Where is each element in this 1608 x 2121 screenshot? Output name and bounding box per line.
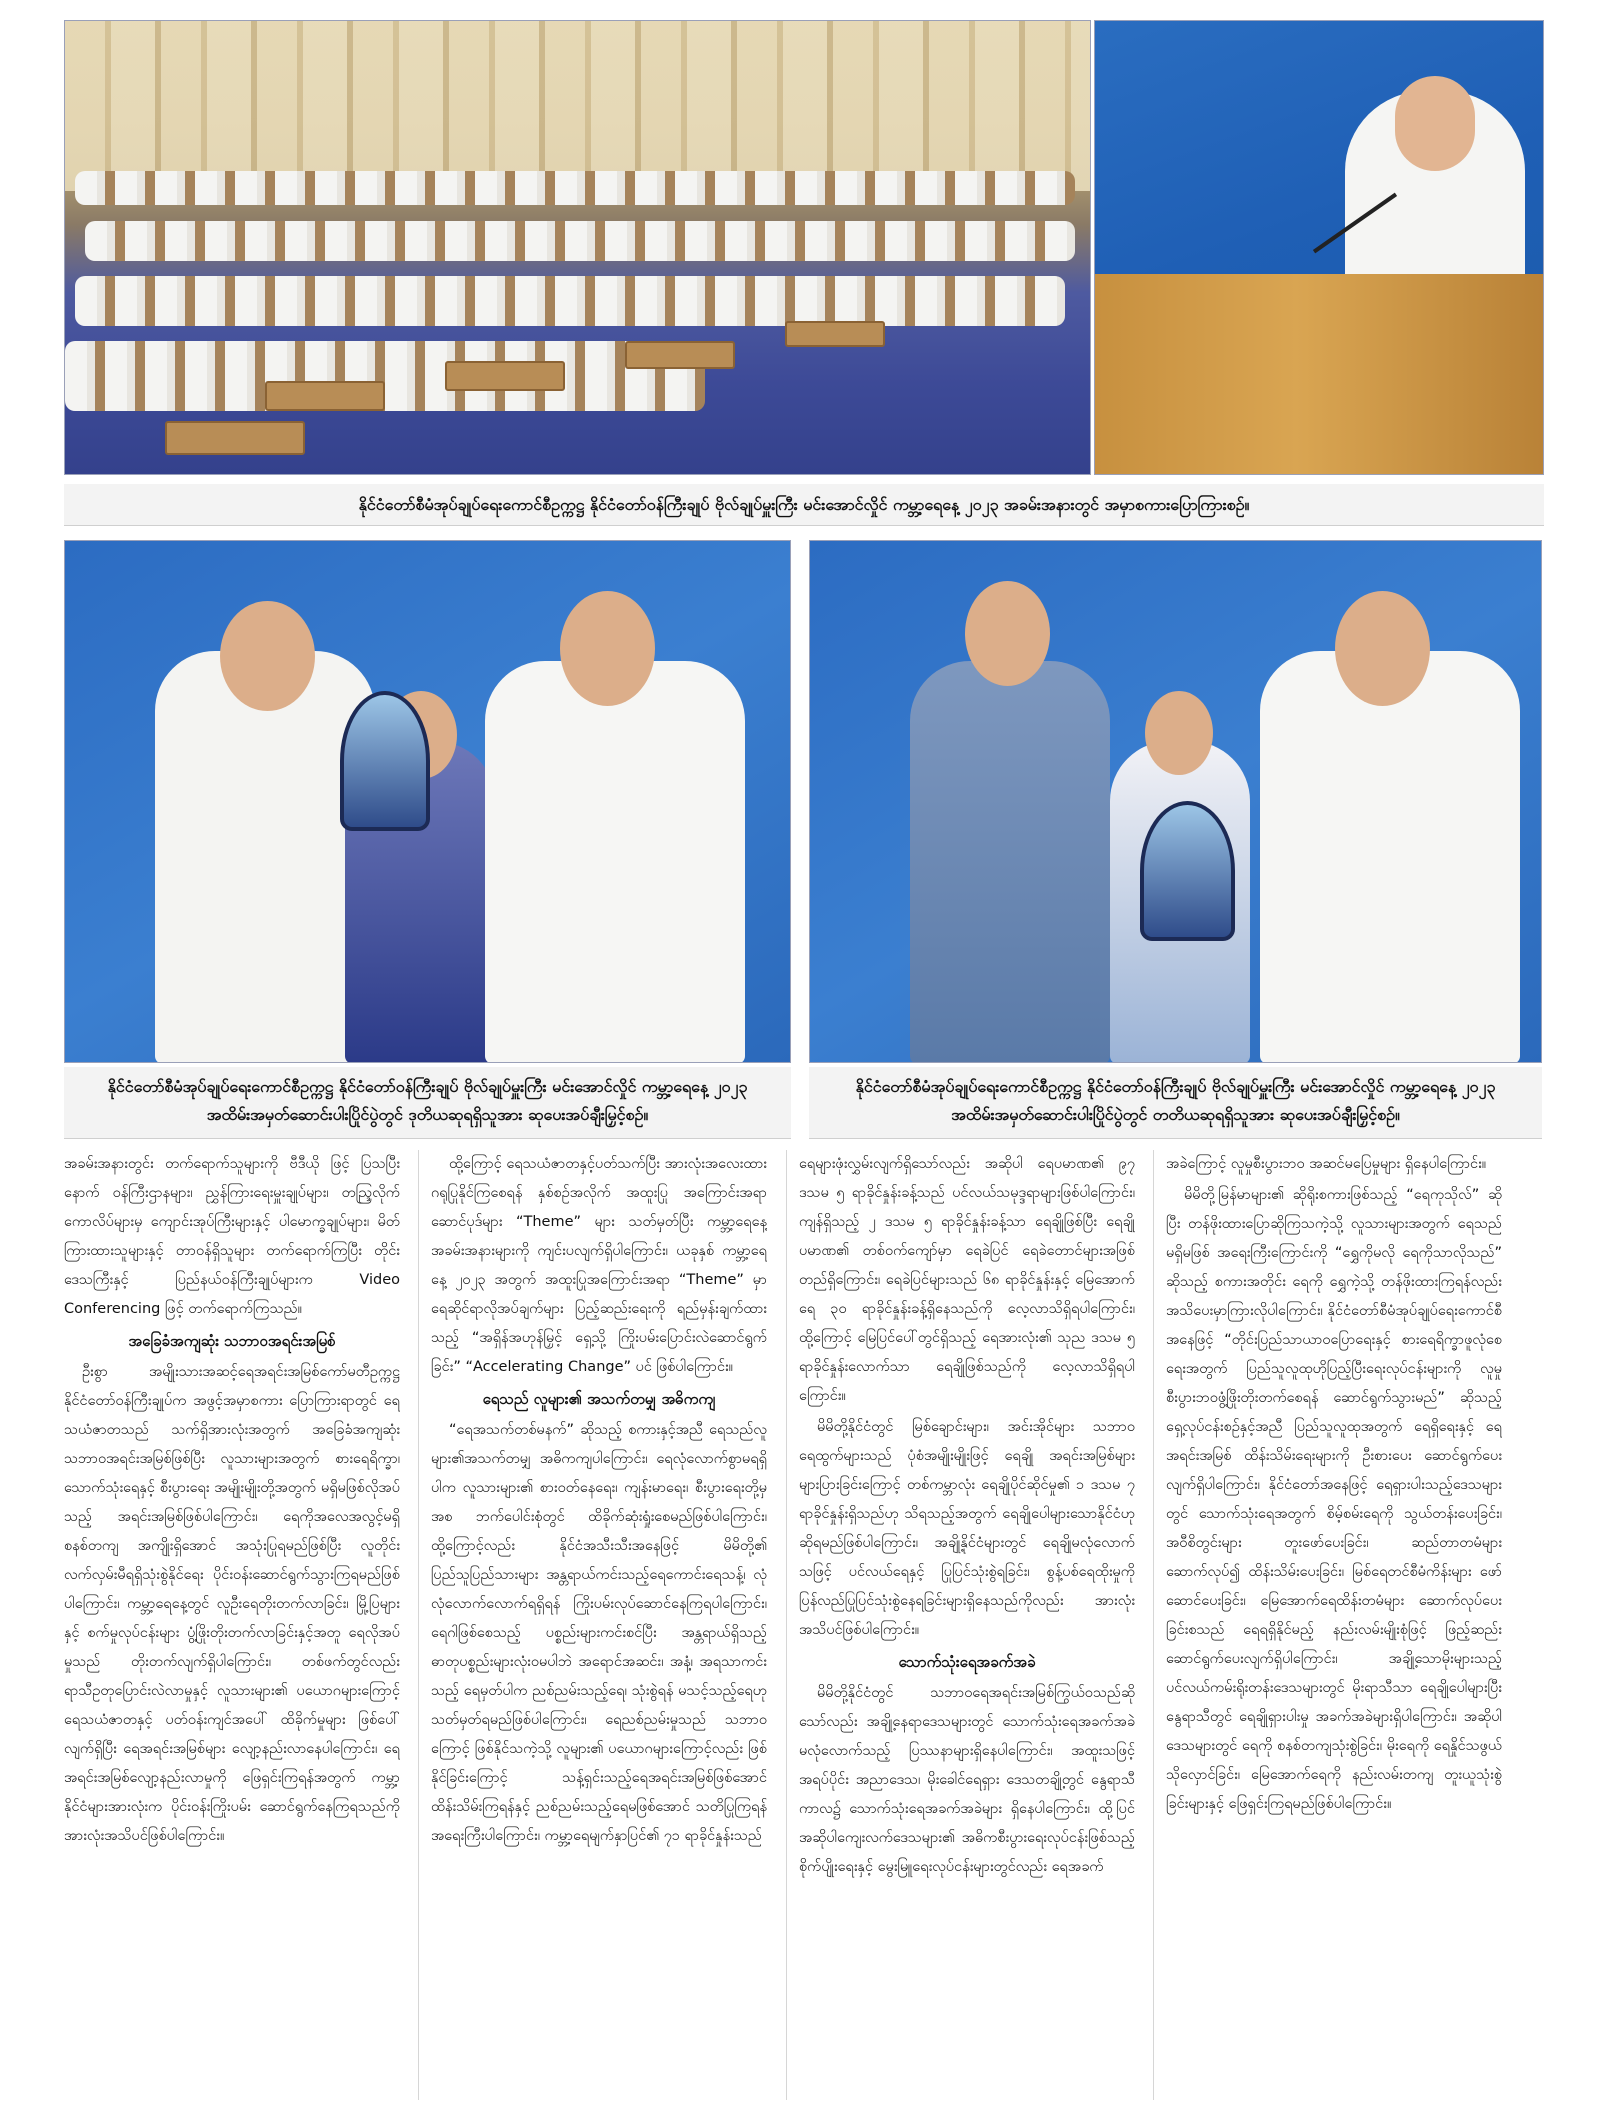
audience-row <box>75 171 1075 205</box>
side-table <box>625 341 735 369</box>
photo-caption-award-2: နိုင်ငံတော်စီမံအုပ်ချုပ်ရေးကောင်စီဥက္ကဋ္ဌ နိုင်ငံတော်ဝန်ကြီးချုပ် ဗိုလ်ချုပ်မှူးကြီး မင်းအောင်လှိုင် ကမ္ဘာ့ရေနေ့ ၂၀၂၃ အထိမ်းအမှတ်ဆောင်းပါးပြိုင်ပွဲတွင် တတိယဆုရရှိသူအား ဆုပေးအပ်ချီးမြှင့်စဉ်။ <box>809 1067 1542 1139</box>
side-table <box>785 321 885 347</box>
paragraph: မိမိတို့နိုင်ငံတွင် မြစ်ချောင်းများ၊ အင်းအိုင်များ သဘာဝရေထွက်များသည် ပုံစံအမျိုးမျိုးဖြင့် ရေချို အရင်းအမြစ်များ များပြားခြင်းကြောင့် တစ်ကမ္ဘာလုံး ရေချိုပိုင်ဆိုင်မှု၏ ၁ ဒသမ ၇ ရာခိုင်နှုန်းရှိသည်ဟု သိရသည့်အတွက် ရေချိုပေါများသောနိုင်ငံဟုဆိုရမည်ဖြစ်ပါကြောင်း၊ အချို့နိုင်ငံများတွင် ရေချိုမလုံလောက်သဖြင့် ပင်လယ်ရေနှင့် ပြုပြင်သုံးစွဲရခြင်း၊ စွန့်ပစ်ရေထိုးမှုကို ပြန်လည်ပြုပြင်သုံးစွဲနေရခြင်းများရှိနေသည်ကိုလည်း အားလုံးအသိပင်ဖြစ်ပါကြောင်း။ <box>799 1419 1135 1638</box>
paragraph: မိမိတို့နိုင်ငံတွင် သဘာဝရေအရင်းအမြစ်ကြွယ်ဝသည်ဆိုသော်လည်း အချို့နေရာဒေသများတွင် သောက်သုံးရေအခက်အခဲ မလုံလောက်သည့် ပြဿနာများရှိနေပါကြောင်း၊ အထူးသဖြင့် အရပ်ပိုင်း အညာဒေသ၊ မိုးခေါင်ရေရှား ဒေသတချို့တွင် နွေရာသီကာလ၌ သောက်သုံးရေအခက်အခဲများ ရှိနေပါကြောင်း၊ ထို့ပြင် အဆိုပါကျေးလက်ဒေသများ၏ အဓိကစီးပွားရေးလုပ်ငန်းဖြစ်သည့် စိုက်ပျိုးရေးနှင့် မွေးမြူရေးလုပ်ငန်းများတွင်လည်း ရေအခက် <box>799 1685 1135 1875</box>
article-column-1 <box>64 1150 400 2105</box>
award-photo-1 <box>64 540 791 1063</box>
photo-caption-top: နိုင်ငံတော်စီမံအုပ်ချုပ်ရေးကောင်စီဥက္ကဋ္ဌ နိုင်ငံတော်ဝန်ကြီးချုပ် ဗိုလ်ချုပ်မှူးကြီး မင်းအောင်လှိုင် ကမ္ဘာ့ရေနေ့ ၂၀၂၃ အခမ်းအနားတွင် အမှာစကားပြောကြားစဉ်။ <box>64 484 1544 526</box>
presenter-figure <box>485 661 745 1063</box>
recipient-figure <box>910 661 1110 1063</box>
photo-caption-award-1: နိုင်ငံတော်စီမံအုပ်ချုပ်ရေးကောင်စီဥက္ကဋ္ဌ နိုင်ငံတော်ဝန်ကြီးချုပ် ဗိုလ်ချုပ်မှူးကြီး မင်းအောင်လှိုင် ကမ္ဘာ့ရေနေ့ ၂၀၂၃ အထိမ်းအမှတ်ဆောင်းပါးပြိုင်ပွဲတွင် ဒုတိယဆုရရှိသူအား ဆုပေးအပ်ချီးမြှင့်စဉ်။ <box>64 1067 791 1139</box>
subheading: သောက်သုံးရေအခက်အခဲ <box>898 1653 1036 1671</box>
paragraph: မိမိတို့မြန်မာများ၏ ဆိုရိုးစကားဖြစ်သည့် “ရေကုသိုလ်” ဆိုပြီး တန်ဖိုးထားပြောဆိုကြသကဲ့သို့ လူသားများအတွက် ရေသည် မရှိမဖြစ် အရေးကြီးကြောင်းကို “ရွှေကိုမလို ရေကိုသာလိုသည်” ဆိုသည့် စကားအတိုင်း ရေကို ရွှေကဲ့သို့ တန်ဖိုးထားကြရန်လည်း အသိပေးမှာကြားလိုပါကြောင်း၊ နိုင်ငံတော်စီမံအုပ်ချုပ်ရေးကောင်စီအနေဖြင့် “တိုင်းပြည်သာယာဝပြောရေးနှင့် စားရေရိက္ခာဖူလုံစေရေးအတွက် ပြည်သူလူထုဟိုပြည့်ပြီးရေးလုပ်ငန်းများကို လူမှုစီးပွားဘဝဖွံ့ဖြိုးတိုးတက်စေရန် ဆောင်ရွက်သွားမည်” ဆိုသည့် ရှေ့လုပ်ငန်းစဉ်နှင့်အညီ ပြည်သူလူထုအတွက် ရေရှိရေးနှင့် ရေအရင်းအမြစ် ထိန်းသိမ်းရေးများကို ဦးစားပေး ဆောင်ရွက်ပေးလျက်ရှိပါကြောင်း၊ နိုင်ငံတော်အနေဖြင့် ရေရှားပါးသည့်ဒေသများတွင် သောက်သုံးရေအတွက် စိမ့်စမ်းရေကို သွယ်တန်းပေးခြင်း၊ အဝီစိတွင်းများ တူးဖော်ပေးခြင်း၊ ဆည်တာတမံများ ဆောက်လုပ်၍ ထိန်းသိမ်းပေးခြင်း၊ မြစ်ရေတင်စီမံကိန်းများ ဖော်ဆောင်ပေးခြင်း၊ မြေအောက်ရေထိန်းတမံများ ဆောက်လုပ်ပေးခြင်းစသည် ရေရရှိနိုင်မည့် နည်းလမ်းမျိုးစုံဖြင့် ဖြည့်ဆည်းဆောင်ရွက်ပေးလျက်ရှိပါကြောင်း၊ အချို့သောမိုးများသည့် ပင်လယ်ကမ်းရိုးတန်းဒေသများတွင် မိုးရာသီသာ ရေချိုပေါများပြီး နွေရာသီတွင် ရေချိုရှားပါးမှု အခက်အခဲများရှိပါကြောင်း၊ အဆိုပါဒေသများတွင် ရေကို စနစ်တကျသုံးစွဲခြင်း၊ မိုးရေကို ရေနှိုင်သဖွယ် သိုလှောင်ခြင်း၊ မြေအောက်ရေကို နည်းလမ်းတကျ တူးယူသုံးစွဲခြင်းများနှင့် ဖြေရှင်းကြရမည်ဖြစ်ပါကြောင်း။ <box>1166 1187 1502 1812</box>
audience-row <box>75 276 1065 326</box>
award-plaque-icon <box>1140 801 1235 941</box>
recipient-figure <box>155 651 375 1063</box>
subheading: ရေသည် လူများ၏ အသက်တမျှ အဓိကကျ <box>482 1390 716 1408</box>
presenter-figure <box>1260 651 1520 1063</box>
paragraph: ရေများဖုံးလွှမ်းလျက်ရှိသော်လည်း အဆိုပါ ရေပမာဏ၏ ၉၇ ဒသမ ၅ ရာခိုင်နှုန်းခန့်သည် ပင်လယ်သမုဒ္ဒရာများဖြစ်ပါကြောင်း၊ ကျန်ရှိသည့် ၂ ဒသမ ၅ ရာခိုင်နှုန်းခန့်သာ ရေချိုဖြစ်ပြီး ရေချိုပမာဏ၏ တစ်ဝက်ကျော်မှာ ရေခဲပြင် ရေခဲတောင်များအဖြစ် တည်ရှိကြောင်း၊ ရေခဲပြင်များသည် ၆၈ ရာခိုင်နှုန်းနှင့် မြေအောက်ရေ ၃၀ ရာခိုင်နှုန်းခန့်ရှိနေသည်ကို လေ့လာသိရှိရပါကြောင်း၊ ထို့ကြောင့် မြေပြင်ပေါ်တွင်ရှိသည့် ရေအားလုံး၏ သုည ဒသမ ၅ ရာခိုင်နှုန်းလောက်သာ ရေချိုဖြစ်သည်ကို လေ့လာသိရှိရပါကြောင်း။ <box>799 1156 1135 1404</box>
presenter-face <box>560 591 655 706</box>
podium <box>1095 274 1543 474</box>
paragraph: “ရေအသက်တစ်မနက်” ဆိုသည့် စကားနှင့်အညီ ရေသည်လူများ၏အသက်တမျှ အဓိကကျပါကြောင်း၊ ရေလုံလောက်စွာမရရှိပါက လူသားများ၏ စားဝတ်နေရေး၊ ကျန်းမာရေး၊ စီးပွားရေးတို့မှအစ ဘက်ပေါင်းစုံတွင် ထိခိုက်ဆုံးရှုံးစေမည်ဖြစ်ပါကြောင်း၊ ထို့ကြောင့်လည်း နိုင်ငံအသီးသီးအနေဖြင့် မိမိတို့၏ ပြည်သူပြည်သားများ အန္တရာယ်ကင်းသည့်ရေကောင်းရေသန့်၊ လုံလုံလောက်လောက်ရရှိရန် ကြိုးပမ်းလုပ်ဆောင်နေကြရပါကြောင်း၊ ရေဂါဖြစ်စေသည့် ပစ္စည်းများကင်းစင်ပြီး အန္တရာယ်ရှိသည့် ဓာတုပစ္စည်းများလုံးဝမပါဘဲ အရောင်အဆင်း၊ အနံ့၊ အရသာကင်းသည့် ရေမှတ်ပါက ညစ်ညမ်းသည့်ရေ၊ သုံးစွဲရန် မသင့်သည့်ရေဟု သတ်မှတ်ရမည်ဖြစ်ပါကြောင်း၊ ရေညစ်ညမ်းမှုသည် သဘာဝကြောင့် ဖြစ်နိုင်သကဲ့သို့ လူများ၏ ပယောဂများကြောင့်လည်း ဖြစ်နိုင်ခြင်းကြောင့် သန့်ရှင်းသည့်ရေအရင်းအမြစ်ဖြစ်အောင် ထိန်းသိမ်းကြရန်နှင့် ညစ်ညမ်းသည့်ရေမဖြစ်အောင် သတိပြုကြရန် အရေးကြီးပါကြောင်း၊ ကမ္ဘာ့ရေမျက်နှာပြင်၏ ၇၁ ရာခိုင်နှုန်းသည် <box>431 1422 767 1844</box>
side-table <box>165 421 305 455</box>
recipient-face <box>965 581 1050 686</box>
side-table <box>445 361 565 391</box>
subheading: အခြေခံအကျဆုံး သဘာဝအရင်းအမြစ် <box>128 1332 336 1350</box>
presenter-face <box>1335 591 1430 706</box>
audience-row <box>85 221 1075 261</box>
paragraph: ထို့ကြောင့် ရေသယံဇာတနှင့်ပတ်သက်ပြီး အားလုံးအလေးထား ဂရုပြုနိုင်ကြစေရန် နှစ်စဉ်အလိုက် အထူးပြု အကြောင်းအရာဆောင်ပုဒ်များ “Theme” များ သတ်မှတ်ပြီး ကမ္ဘာ့ရေနေ့ အခမ်းအနားများကို ကျင်းပလျက်ရှိပါကြောင်း၊ ယခုနှစ် ကမ္ဘာ့ရေနေ့ ၂၀၂၃ အတွက် အထူးပြုအကြောင်းအရာ “Theme” မှာ ရေဆိုင်ရာလိုအပ်ချက်များ ပြည့်ဆည်းရေးကို ရည်မှန်းချက်ထားသည့် “အရှိန်အဟုန်မြှင့် ရှေ့သို့ ကြိုးပမ်းပြောင်းလဲဆောင်ရွက်ခြင်း” “Accelerating Change” ပင် ဖြစ်ပါကြောင်း။ <box>431 1156 767 1375</box>
hall-wall <box>65 21 1090 191</box>
paragraph: ဦးစွာ အမျိုးသားအဆင့်ရေအရင်းအမြစ်ကော်မတီဥက္ကဋ္ဌ နိုင်ငံတော်ဝန်ကြီးချုပ်က အဖွင့်အမှာစကား ပြောကြားရာတွင် ရေသယံဇာတသည် သက်ရှိအားလုံးအတွက် အခြေခံအကျဆုံး သဘာဝအရင်းအမြစ်ဖြစ်ပြီး လူသားများအတွက် စားရေရိက္ခာ၊ သောက်သုံးရေနှင့် စီးပွားရေး အမျိုးမျိုးတို့အတွက် မရှိမဖြစ်လိုအပ်သည့် အရင်းအမြစ်ဖြစ်ပါကြောင်း၊ ရေကိုအလေအလွင့်မရှိ စနစ်တကျ အကျိုးရှိအောင် အသုံးပြုရမည်ဖြစ်ပြီး လူတိုင်းလက်လှမ်းမီရရှိသုံးစွဲနိုင်ရေး ပိုင်းဝန်းဆောင်ရွက်သွားကြရမည်ဖြစ်ပါကြောင်း၊ ကမ္ဘာ့ရေနေ့တွင် လူဦးရေတိုးတက်လာခြင်း၊ မြို့ပြများနှင့် စက်မှုလုပ်ငန်းများ ပွံ့ဖြိုးတိုးတက်လာခြင်းနှင့်အတူ ရေလိုအပ်မှုသည် တိုးတက်လျက်ရှိပါကြောင်း၊ တစ်ဖက်တွင်လည်း ရာသီဥတုပြောင်းလဲလာမှုနှင့် လူသားများ၏ ပယောဂများကြောင့် ရေသယံဇာတနှင့် ပတ်ဝန်းကျင်အပေါ် ထိခိုက်မှုများ ဖြစ်ပေါ်လျက်ရှိပြီး ရေအရင်းအမြစ်များ လျော့နည်းလာနေပါကြောင်း၊ ရေအရင်းအမြစ်လျော့နည်းလာမှုကို ဖြေရှင်းကြရန်အတွက် ကမ္ဘာ့နိုင်ငံများအားလုံးက ပိုင်းဝန်းကြိုးပမ်း ဆောင်ရွက်နေကြရသည်ကို အားလုံးအသိပင်ဖြစ်ပါကြောင်း။ <box>64 1364 400 1844</box>
hall-photo <box>64 20 1091 475</box>
column-divider <box>1153 1150 1154 2100</box>
article-column-2 <box>431 1150 767 2105</box>
recipient-face <box>220 601 315 711</box>
speaker-photo <box>1094 20 1544 475</box>
column-divider <box>786 1150 787 2100</box>
side-table <box>265 381 385 411</box>
audience-row <box>65 341 705 411</box>
assistant-face <box>1145 691 1213 775</box>
column-divider <box>418 1150 419 2100</box>
article-column-3 <box>799 1150 1135 2105</box>
speaker-head <box>1395 76 1475 171</box>
award-plaque-icon <box>340 691 430 831</box>
paragraph: အခဲကြောင့် လူမှုစီးပွားဘဝ အဆင်မပြေမှုများ ရှိနေပါကြောင်း။ <box>1166 1156 1487 1172</box>
paragraph: အခမ်းအနားတွင်း တက်ရောက်သူများကို ဗီဒီယို ဖြင့် ပြသပြီးနောက် ဝန်ကြီးဌာနများ၊ ညွှန်ကြားရေးမှူးချုပ်များ၊ တည္ဒြလိုက်ကောလိပ်များမှ ကျောင်းအုပ်ကြီးများနှင့် ပါမောက္ခချုပ်များ၊ မိတ်ကြားထားသူများနှင့် တာဝန်ရှိသူများ တက်ရောက်ကြပြီး တိုင်းဒေသကြီးနှင့် ပြည်နယ်ဝန်ကြီးချုပ်များက Video Conferencing ဖြင့် တက်ရောက်ကြသည်။ <box>64 1156 400 1317</box>
award-photo-2 <box>809 540 1542 1063</box>
article-column-4 <box>1166 1150 1502 2105</box>
